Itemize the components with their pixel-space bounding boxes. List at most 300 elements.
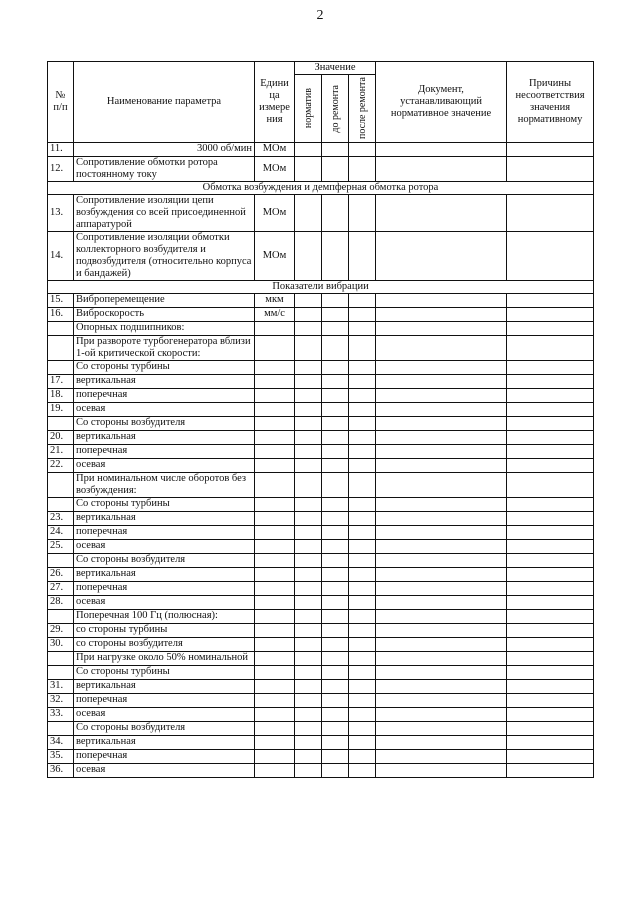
value-before-cell [322, 361, 349, 375]
value-before-cell [322, 417, 349, 431]
value-norm-cell [295, 540, 322, 554]
document-cell [376, 540, 507, 554]
row-parameter-name: 3000 об/мин [74, 143, 255, 157]
row-number: 12. [48, 157, 74, 182]
value-norm-cell [295, 554, 322, 568]
document-cell [376, 195, 507, 232]
row-unit [255, 680, 295, 694]
cause-cell [507, 389, 594, 403]
value-before-cell [322, 294, 349, 308]
row-unit [255, 526, 295, 540]
row-parameter-name: вертикальная [74, 375, 255, 389]
row-number: 23. [48, 512, 74, 526]
document-cell [376, 652, 507, 666]
cause-cell [507, 694, 594, 708]
row-number [48, 361, 74, 375]
table-row [48, 322, 594, 336]
value-norm-cell [295, 389, 322, 403]
table-row [48, 232, 594, 281]
document-cell [376, 512, 507, 526]
row-parameter-name: Со стороны возбудителя [74, 554, 255, 568]
value-before-cell [322, 389, 349, 403]
value-norm-cell [295, 195, 322, 232]
row-number [48, 666, 74, 680]
row-number: 15. [48, 294, 74, 308]
cause-cell [507, 417, 594, 431]
row-parameter-name: Сопротивление обмотки ротора постоянному току [74, 157, 255, 182]
cause-cell [507, 540, 594, 554]
cause-cell [507, 498, 594, 512]
header-value: Значение [295, 62, 376, 75]
value-after-cell [349, 431, 376, 445]
value-before-cell [322, 143, 349, 157]
row-number: 31. [48, 680, 74, 694]
header-value-norm: норматив [295, 75, 322, 143]
value-norm-cell [295, 143, 322, 157]
header-name: Наименование параметра [74, 62, 255, 143]
table-row [48, 512, 594, 526]
value-after-cell [349, 417, 376, 431]
cause-cell [507, 526, 594, 540]
cause-cell [507, 308, 594, 322]
value-after-cell [349, 736, 376, 750]
table-row [48, 526, 594, 540]
value-norm-cell [295, 764, 322, 778]
row-parameter-name: осевая [74, 403, 255, 417]
table-row [48, 143, 594, 157]
row-number [48, 417, 74, 431]
cause-cell [507, 596, 594, 610]
value-before-cell [322, 232, 349, 281]
header-doc: Документ, устанавливающий нормативное значение [376, 62, 507, 143]
row-parameter-name: Со стороны возбудителя [74, 417, 255, 431]
row-unit [255, 322, 295, 336]
value-after-cell [349, 498, 376, 512]
row-unit [255, 431, 295, 445]
value-after-cell [349, 680, 376, 694]
row-parameter-name: Со стороны турбины [74, 498, 255, 512]
table-row [48, 375, 594, 389]
value-before-cell [322, 308, 349, 322]
value-before-cell [322, 375, 349, 389]
value-norm-cell [295, 582, 322, 596]
row-unit: МОм [255, 195, 295, 232]
row-number: 18. [48, 389, 74, 403]
row-number: 11. [48, 143, 74, 157]
parameters-table [47, 61, 594, 778]
value-before-cell [322, 512, 349, 526]
document-cell [376, 403, 507, 417]
value-norm-cell [295, 526, 322, 540]
row-number: 20. [48, 431, 74, 445]
document-cell [376, 294, 507, 308]
section-row [48, 182, 594, 195]
row-parameter-name: вертикальная [74, 680, 255, 694]
section-title: Обмотка возбуждения и демпферная обмотка ротора [48, 182, 594, 195]
cause-cell [507, 624, 594, 638]
row-parameter-name: осевая [74, 540, 255, 554]
row-parameter-name: Сопротивление изоляции цепи возбуждения со всей присоединенной аппаратурой [74, 195, 255, 232]
cause-cell [507, 294, 594, 308]
row-parameter-name: поперечная [74, 694, 255, 708]
page-number: 2 [316, 8, 324, 23]
row-number: 30. [48, 638, 74, 652]
row-unit [255, 417, 295, 431]
header-cause: Причины несоответствия значения нормативному [507, 62, 594, 143]
value-after-cell [349, 750, 376, 764]
value-before-cell [322, 708, 349, 722]
document-cell [376, 708, 507, 722]
row-number [48, 322, 74, 336]
table-row [48, 498, 594, 512]
row-unit [255, 512, 295, 526]
document-cell [376, 417, 507, 431]
row-unit [255, 582, 295, 596]
cause-cell [507, 336, 594, 361]
header-unit: Едини ца измере ния [255, 62, 295, 143]
table-row [48, 459, 594, 473]
table-row [48, 294, 594, 308]
document-cell [376, 554, 507, 568]
value-after-cell [349, 157, 376, 182]
value-before-cell [322, 336, 349, 361]
value-norm-cell [295, 375, 322, 389]
table-row [48, 624, 594, 638]
value-norm-cell [295, 750, 322, 764]
row-parameter-name: осевая [74, 596, 255, 610]
table-row [48, 680, 594, 694]
table-row [48, 694, 594, 708]
row-parameter-name: Виброперемещение [74, 294, 255, 308]
row-unit [255, 554, 295, 568]
value-after-cell [349, 582, 376, 596]
row-unit [255, 403, 295, 417]
value-after-cell [349, 694, 376, 708]
row-unit [255, 498, 295, 512]
value-norm-cell [295, 722, 322, 736]
value-norm-cell [295, 322, 322, 336]
document-cell [376, 375, 507, 389]
row-unit [255, 459, 295, 473]
value-norm-cell [295, 638, 322, 652]
value-norm-cell [295, 336, 322, 361]
value-before-cell [322, 624, 349, 638]
cause-cell [507, 459, 594, 473]
document-cell [376, 694, 507, 708]
cause-cell [507, 473, 594, 498]
row-parameter-name: со стороны турбины [74, 624, 255, 638]
row-unit [255, 361, 295, 375]
value-norm-cell [295, 708, 322, 722]
header-value-before: до ремонта [322, 75, 349, 143]
row-number: 13. [48, 195, 74, 232]
row-number: 25. [48, 540, 74, 554]
value-after-cell [349, 638, 376, 652]
value-norm-cell [295, 512, 322, 526]
row-parameter-name: вертикальная [74, 431, 255, 445]
value-after-cell [349, 375, 376, 389]
row-parameter-name: Поперечная 100 Гц (полюсная): [74, 610, 255, 624]
cause-cell [507, 666, 594, 680]
value-norm-cell [295, 624, 322, 638]
value-before-cell [322, 554, 349, 568]
row-number [48, 652, 74, 666]
document-cell [376, 157, 507, 182]
value-before-cell [322, 582, 349, 596]
value-norm-cell [295, 403, 322, 417]
value-after-cell [349, 512, 376, 526]
value-after-cell [349, 232, 376, 281]
value-after-cell [349, 143, 376, 157]
value-norm-cell [295, 445, 322, 459]
cause-cell [507, 680, 594, 694]
table-body [48, 143, 594, 778]
value-after-cell [349, 526, 376, 540]
cause-cell [507, 361, 594, 375]
value-before-cell [322, 610, 349, 624]
document-cell [376, 666, 507, 680]
row-number: 29. [48, 624, 74, 638]
value-before-cell [322, 764, 349, 778]
cause-cell [507, 143, 594, 157]
cause-cell [507, 652, 594, 666]
row-number: 35. [48, 750, 74, 764]
document-cell [376, 322, 507, 336]
cause-cell [507, 322, 594, 336]
document-cell [376, 722, 507, 736]
row-unit [255, 750, 295, 764]
table-row [48, 540, 594, 554]
value-norm-cell [295, 736, 322, 750]
row-number [48, 722, 74, 736]
cause-cell [507, 403, 594, 417]
value-after-cell [349, 322, 376, 336]
table-row [48, 445, 594, 459]
row-parameter-name: осевая [74, 708, 255, 722]
value-before-cell [322, 540, 349, 554]
table-row [48, 708, 594, 722]
value-after-cell [349, 568, 376, 582]
value-norm-cell [295, 596, 322, 610]
value-before-cell [322, 568, 349, 582]
row-unit: мкм [255, 294, 295, 308]
value-norm-cell [295, 308, 322, 322]
row-parameter-name: Опорных подшипников: [74, 322, 255, 336]
row-unit [255, 540, 295, 554]
row-parameter-name: поперечная [74, 582, 255, 596]
row-unit [255, 568, 295, 582]
row-number: 22. [48, 459, 74, 473]
row-parameter-name: При развороте турбогенератора вблизи 1-ой критической скорости: [74, 336, 255, 361]
row-parameter-name: Виброскорость [74, 308, 255, 322]
document-cell [376, 473, 507, 498]
row-number: 24. [48, 526, 74, 540]
value-before-cell [322, 445, 349, 459]
cause-cell [507, 232, 594, 281]
row-unit [255, 666, 295, 680]
table-row [48, 473, 594, 498]
value-before-cell [322, 322, 349, 336]
value-after-cell [349, 652, 376, 666]
row-unit [255, 624, 295, 638]
value-before-cell [322, 750, 349, 764]
row-unit [255, 638, 295, 652]
table-row [48, 736, 594, 750]
table-row [48, 652, 594, 666]
row-unit [255, 473, 295, 498]
value-before-cell [322, 638, 349, 652]
row-number: 28. [48, 596, 74, 610]
value-after-cell [349, 764, 376, 778]
document-cell [376, 764, 507, 778]
table-row [48, 389, 594, 403]
cause-cell [507, 554, 594, 568]
cause-cell [507, 736, 594, 750]
row-parameter-name: осевая [74, 764, 255, 778]
value-norm-cell [295, 694, 322, 708]
value-after-cell [349, 473, 376, 498]
table-row [48, 582, 594, 596]
row-parameter-name: осевая [74, 459, 255, 473]
value-norm-cell [295, 232, 322, 281]
row-number: 36. [48, 764, 74, 778]
document-cell [376, 445, 507, 459]
header-value-after: после ремонта [349, 75, 376, 143]
value-norm-cell [295, 498, 322, 512]
table-row [48, 750, 594, 764]
document-cell [376, 736, 507, 750]
document-cell [376, 750, 507, 764]
table-row [48, 157, 594, 182]
row-unit [255, 336, 295, 361]
row-number: 26. [48, 568, 74, 582]
row-unit: мм/с [255, 308, 295, 322]
value-after-cell [349, 722, 376, 736]
row-unit [255, 596, 295, 610]
value-before-cell [322, 652, 349, 666]
value-norm-cell [295, 610, 322, 624]
table-row [48, 722, 594, 736]
value-norm-cell [295, 431, 322, 445]
row-number [48, 610, 74, 624]
document-cell [376, 143, 507, 157]
cause-cell [507, 375, 594, 389]
row-unit: МОм [255, 232, 295, 281]
row-number: 34. [48, 736, 74, 750]
table-row [48, 403, 594, 417]
value-before-cell [322, 666, 349, 680]
row-number: 17. [48, 375, 74, 389]
row-unit [255, 708, 295, 722]
row-parameter-name: При номинальном числе оборотов без возбуждения: [74, 473, 255, 498]
section-row [48, 281, 594, 294]
table-row [48, 308, 594, 322]
row-unit: МОм [255, 157, 295, 182]
value-norm-cell [295, 568, 322, 582]
value-norm-cell [295, 680, 322, 694]
row-number [48, 336, 74, 361]
cause-cell [507, 722, 594, 736]
row-number: 16. [48, 308, 74, 322]
value-after-cell [349, 459, 376, 473]
row-parameter-name: вертикальная [74, 512, 255, 526]
value-after-cell [349, 596, 376, 610]
row-parameter-name: вертикальная [74, 568, 255, 582]
section-title: Показатели вибрации [48, 281, 594, 294]
document-cell [376, 680, 507, 694]
value-norm-cell [295, 417, 322, 431]
value-after-cell [349, 554, 376, 568]
row-number [48, 498, 74, 512]
row-parameter-name: Со стороны турбины [74, 666, 255, 680]
row-unit [255, 722, 295, 736]
row-number: 14. [48, 232, 74, 281]
cause-cell [507, 764, 594, 778]
header-num: № п/п [48, 62, 74, 143]
value-after-cell [349, 294, 376, 308]
value-before-cell [322, 195, 349, 232]
document-cell [376, 336, 507, 361]
value-after-cell [349, 403, 376, 417]
row-parameter-name: При нагрузке около 50% номинальной [74, 652, 255, 666]
row-number [48, 554, 74, 568]
document-cell [376, 526, 507, 540]
row-parameter-name: Со стороны возбудителя [74, 722, 255, 736]
row-parameter-name: поперечная [74, 750, 255, 764]
table-row [48, 638, 594, 652]
cause-cell [507, 708, 594, 722]
value-after-cell [349, 336, 376, 361]
value-norm-cell [295, 652, 322, 666]
table-row [48, 554, 594, 568]
value-before-cell [322, 736, 349, 750]
document-cell [376, 596, 507, 610]
table-row [48, 596, 594, 610]
value-before-cell [322, 694, 349, 708]
value-after-cell [349, 308, 376, 322]
cause-cell [507, 638, 594, 652]
cause-cell [507, 610, 594, 624]
row-unit [255, 445, 295, 459]
row-parameter-name: поперечная [74, 389, 255, 403]
value-before-cell [322, 498, 349, 512]
document-cell [376, 624, 507, 638]
value-before-cell [322, 722, 349, 736]
value-after-cell [349, 624, 376, 638]
value-before-cell [322, 596, 349, 610]
row-number: 21. [48, 445, 74, 459]
value-norm-cell [295, 666, 322, 680]
value-after-cell [349, 610, 376, 624]
document-cell [376, 582, 507, 596]
cause-cell [507, 750, 594, 764]
row-unit [255, 610, 295, 624]
cause-cell [507, 568, 594, 582]
row-parameter-name: Со стороны турбины [74, 361, 255, 375]
row-parameter-name: поперечная [74, 526, 255, 540]
value-norm-cell [295, 459, 322, 473]
row-parameter-name: вертикальная [74, 736, 255, 750]
table-row [48, 431, 594, 445]
row-unit [255, 736, 295, 750]
value-norm-cell [295, 157, 322, 182]
value-after-cell [349, 361, 376, 375]
row-number: 33. [48, 708, 74, 722]
table-row [48, 610, 594, 624]
row-unit: МОм [255, 143, 295, 157]
table-row [48, 764, 594, 778]
value-after-cell [349, 445, 376, 459]
